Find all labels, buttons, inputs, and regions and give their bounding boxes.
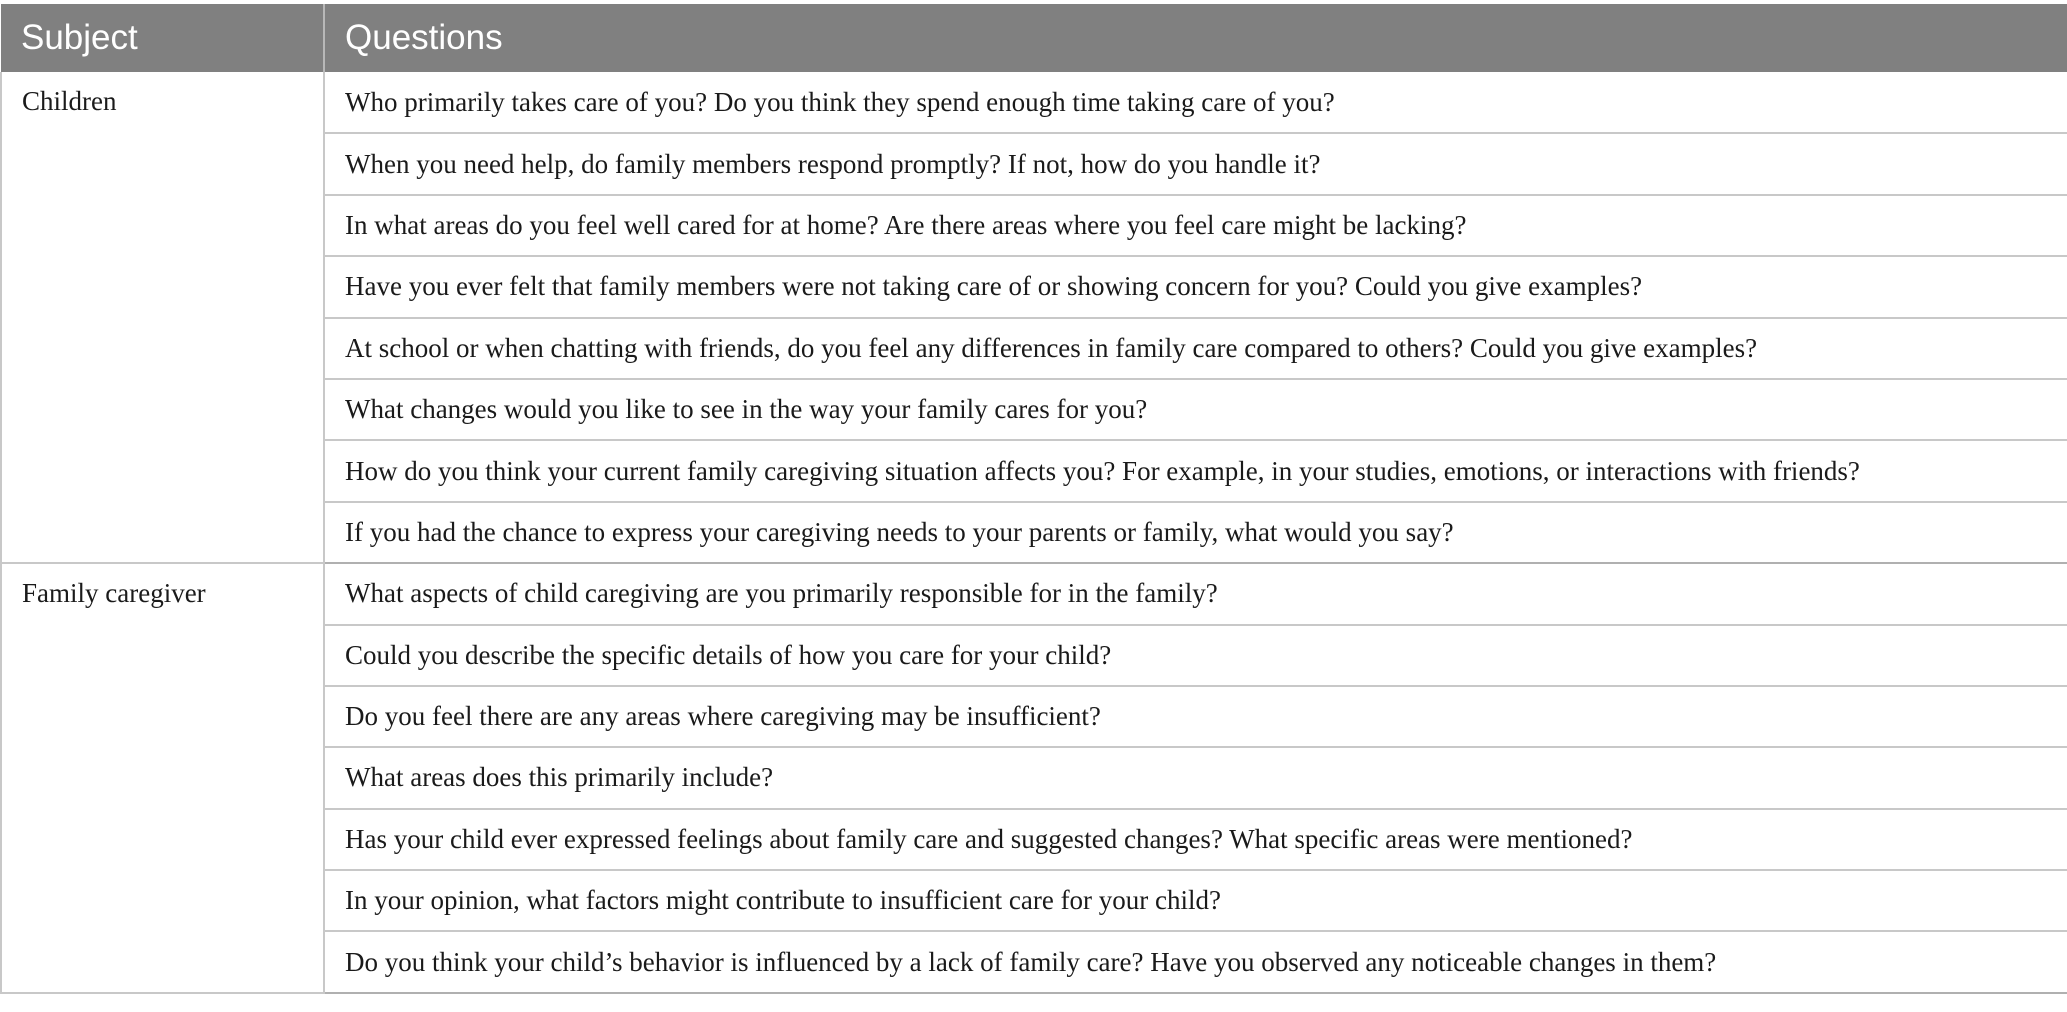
question-cell: What aspects of child caregiving are you primarily responsible for in the family? <box>324 563 2067 624</box>
subject-cell-children: Children <box>1 72 324 563</box>
question-cell: At school or when chatting with friends, do you feel any differences in family care compared to others? Could you give examples? <box>324 318 2067 379</box>
table-row <box>1 563 2067 624</box>
header-row <box>1 4 2067 72</box>
question-cell: Has your child ever expressed feelings about family care and suggested changes? What specific areas were mentioned? <box>324 809 2067 870</box>
question-cell: Do you think your child’s behavior is influenced by a lack of family care? Have you observed any noticeable changes in them? <box>324 931 2067 992</box>
table-row <box>1 72 2067 133</box>
interview-questions-table <box>0 4 2067 994</box>
question-cell: In your opinion, what factors might contribute to insufficient care for your child? <box>324 870 2067 931</box>
header-questions: Questions <box>324 4 2067 72</box>
subject-cell-family-caregiver: Family caregiver <box>1 563 324 993</box>
question-cell: Who primarily takes care of you? Do you think they spend enough time taking care of you? <box>324 72 2067 133</box>
question-cell: If you had the chance to express your caregiving needs to your parents or family, what would you say? <box>324 502 2067 563</box>
questions-table-container <box>0 4 2067 994</box>
question-cell: Have you ever felt that family members were not taking care of or showing concern for you? Could you give examples? <box>324 256 2067 317</box>
header-subject: Subject <box>1 4 324 72</box>
question-cell: When you need help, do family members respond promptly? If not, how do you handle it? <box>324 133 2067 194</box>
question-cell: What areas does this primarily include? <box>324 747 2067 808</box>
question-cell: How do you think your current family caregiving situation affects you? For example, in your studies, emotions, or interactions with friends? <box>324 440 2067 501</box>
table-body <box>1 72 2067 993</box>
table-header <box>1 4 2067 72</box>
question-cell: What changes would you like to see in the way your family cares for you? <box>324 379 2067 440</box>
question-cell: In what areas do you feel well cared for at home? Are there areas where you feel care might be lacking? <box>324 195 2067 256</box>
question-cell: Do you feel there are any areas where caregiving may be insufficient? <box>324 686 2067 747</box>
question-cell: Could you describe the specific details of how you care for your child? <box>324 625 2067 686</box>
